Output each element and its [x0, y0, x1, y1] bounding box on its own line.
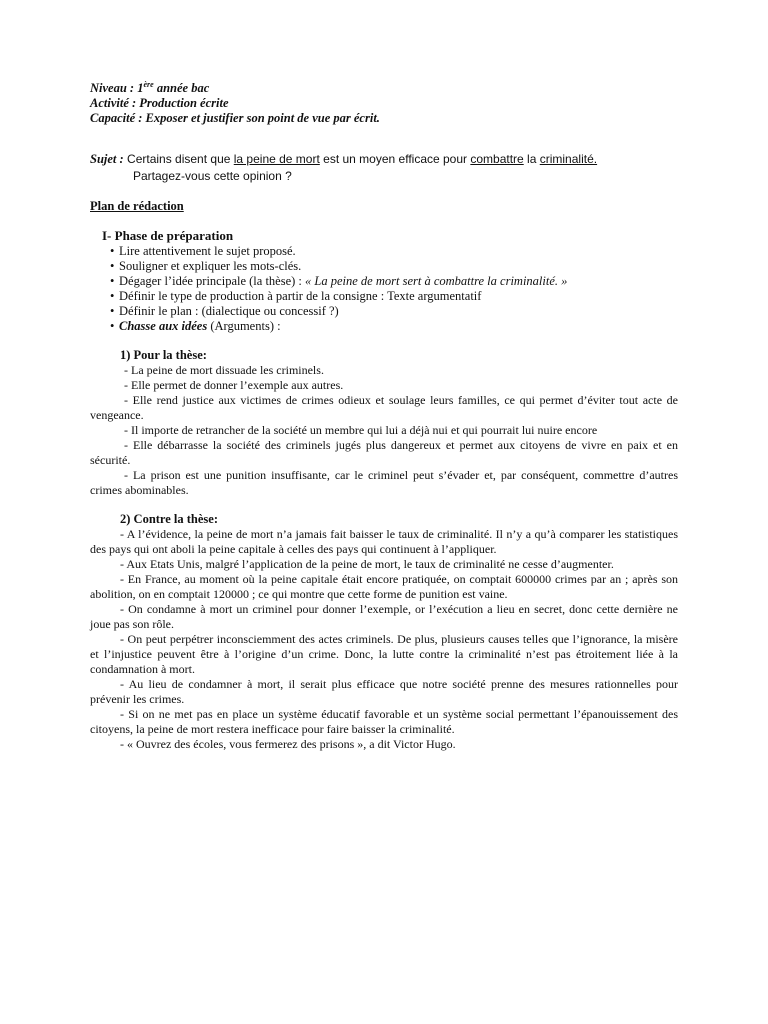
bullet-icon: • [110, 319, 115, 333]
argument-item [90, 423, 678, 438]
argument-text: - A l’évidence, la peine de mort n’a jamais fait baisser le taux de criminalité. Il n’y a qu’à comparer les statistiques des pays qui ont aboli la peine capitale à celles des pays qui continuent à l’appliquer. [90, 527, 678, 556]
preparation-list [90, 244, 678, 334]
phase-title: I- Phase de préparation [102, 228, 234, 243]
sujet-line-2: Partagez-vous cette opinion ? [133, 169, 292, 183]
argument-item [90, 632, 678, 677]
niveau-sup: ère [143, 80, 154, 89]
argument-item [90, 378, 678, 393]
argument-item [90, 677, 678, 707]
argument-text: - Elle débarrasse la société des criminels jugés plus dangereux et permet aux citoyens de vivre en paix et en sécurité. [90, 438, 678, 467]
contre-title: 2) Contre la thèse: [120, 512, 219, 526]
list-item [110, 304, 678, 319]
argument-item [90, 468, 678, 498]
sujet-label: Sujet : [90, 152, 124, 166]
pour-args [90, 363, 678, 498]
argument-item [90, 393, 678, 423]
activite-line: Activité : Production écrite [90, 96, 229, 110]
argument-text: - Elle rend justice aux victimes de crimes odieux et soulage leurs familles, ce qui permet d’éviter tout acte de vengeance. [90, 393, 678, 422]
thesis-quote: « La peine de mort sert à combattre la criminalité. » [305, 274, 568, 288]
bullet-icon: • [110, 289, 115, 303]
bullet-icon: • [110, 244, 115, 258]
argument-text: - On condamne à mort un criminel pour donner l’exemple, or l’exécution a lieu en secret, donc cette dernière ne joue pas son rôle. [90, 602, 678, 631]
argument-text: - Elle permet de donner l’exemple aux autres. [124, 378, 344, 392]
sujet-keyword-peine: la peine de mort [233, 152, 320, 166]
argument-item [90, 527, 678, 557]
argument-item [90, 438, 678, 468]
sujet-block [90, 152, 678, 186]
list-item [110, 289, 678, 304]
argument-text: - Aux Etats Unis, malgré l’application de la peine de mort, le taux de criminalité ne cesse d’augmenter. [120, 557, 614, 571]
capacite-line: Capacité : Exposer et justifier son point de vue par écrit. [90, 111, 380, 125]
niveau-rest: année bac [153, 81, 210, 95]
plan-title: Plan de rédaction [90, 199, 184, 213]
list-item-text: Définir le type de production à partir de la consigne : Texte argumentatif [119, 289, 482, 303]
list-item-text: Dégager l’idée principale (la thèse) : [119, 274, 306, 288]
argument-item [90, 557, 678, 572]
list-item-text: Lire attentivement le sujet proposé. [119, 244, 296, 258]
chasse-label: Chasse aux idées [119, 319, 208, 333]
list-item-text: (Arguments) : [207, 319, 281, 333]
sujet-text-2: est un moyen efficace pour [319, 152, 471, 166]
sujet-line-1 [90, 152, 678, 169]
argument-text: - « Ouvrez des écoles, vous fermerez des prisons », a dit Victor Hugo. [120, 737, 456, 751]
argument-text: - La prison est une punition insuffisante, car le criminel peut s’évader et, par conséquent, commettre d’autres crimes abominables. [90, 468, 678, 497]
argument-item [90, 572, 678, 602]
pour-title: 1) Pour la thèse: [120, 348, 207, 362]
bullet-icon: • [110, 274, 115, 288]
argument-text: - La peine de mort dissuade les criminels. [124, 363, 324, 377]
document-body [90, 81, 678, 752]
niveau-line [90, 81, 678, 96]
argument-text: - Au lieu de condamner à mort, il serait plus efficace que notre société prenne des mesures rationnelles pour prévenir les crimes. [90, 677, 678, 706]
argument-item [90, 602, 678, 632]
list-item [110, 319, 678, 334]
list-item [110, 274, 678, 289]
list-item-text: Souligner et expliquer les mots-clés. [119, 259, 302, 273]
bullet-icon: • [110, 259, 115, 273]
argument-item [90, 737, 678, 752]
sujet-keyword-criminalite: criminalité. [539, 152, 598, 166]
list-item-text: Définir le plan : (dialectique ou concessif ?) [119, 304, 339, 318]
argument-text: - En France, au moment où la peine capitale était encore pratiquée, on comptait 600000 crimes par an ; après son abolition, on en comptait 120000 ; ce qui montre que cette forme de punition est vaine. [90, 572, 678, 601]
argument-text: - On peut perpétrer inconsciemment des actes criminels. De plus, plusieurs causes telles que l’ignorance, la misère et l’injustice peuvent être à l’origine d’un crime. Donc, la lutte contre la criminalité n’est pas étroitement liée à la condamnation à mort. [90, 632, 678, 676]
contre-args [90, 527, 678, 752]
argument-item [90, 707, 678, 737]
bullet-icon: • [110, 304, 115, 318]
list-item [110, 259, 678, 274]
argument-text: - Il importe de retrancher de la société un membre qui lui a déjà nui et qui pourrait lui nuire encore [124, 423, 598, 437]
argument-item [90, 363, 678, 378]
list-item [110, 244, 678, 259]
argument-text: - Si on ne met pas en place un système éducatif favorable et un système social permettant l’épanouissement des citoyens, la peine de mort restera inefficace pour faire baisser la criminalité. [90, 707, 678, 736]
sujet-keyword-combattre: combattre [470, 152, 524, 166]
niveau-label: Niveau : 1 [90, 81, 144, 95]
sujet-text-3: la [523, 152, 540, 166]
sujet-text-1: Certains disent que [123, 152, 234, 166]
